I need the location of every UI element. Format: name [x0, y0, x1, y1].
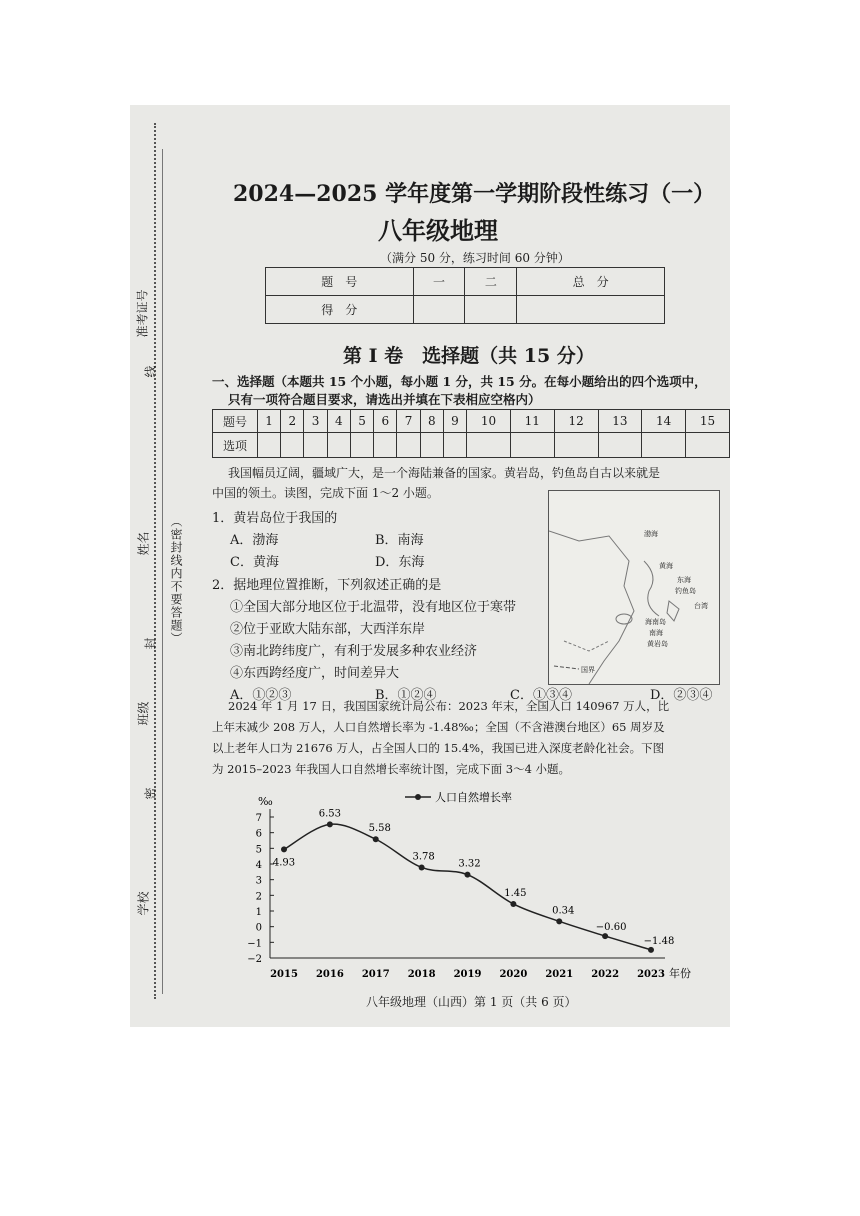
field-class: 班级	[136, 701, 151, 726]
score-cell: 题 号	[266, 268, 414, 296]
data-point	[419, 864, 425, 870]
answer-num: 7	[397, 410, 420, 433]
field-school: 学校	[136, 891, 151, 916]
answer-cell[interactable]	[327, 433, 350, 458]
data-point	[648, 947, 654, 953]
answer-cell[interactable]	[397, 433, 420, 458]
q2-statement-1: ①全国大部分地区位于北温带，没有地区位于寒带	[230, 600, 517, 615]
data-point	[602, 933, 608, 939]
y-tick-label: 2	[255, 891, 262, 903]
x-tick-label: 2018	[407, 969, 436, 980]
answer-cell[interactable]	[374, 433, 397, 458]
answer-label: 题号	[213, 410, 258, 433]
score-cell[interactable]	[465, 296, 517, 324]
passage2-line4: 为 2015–2023 年我国人口自然增长率统计图，完成下面 3～4 小题。	[212, 762, 571, 776]
answer-cell[interactable]	[258, 433, 281, 458]
answer-num: 13	[598, 410, 642, 433]
y-tick-label: 3	[255, 875, 262, 887]
seal-note: （密封线内不要答题）	[169, 515, 183, 645]
answer-cell[interactable]	[443, 433, 466, 458]
answer-table	[212, 409, 730, 458]
answer-num: 5	[350, 410, 373, 433]
map-label-diaoyu: 钓鱼岛	[675, 587, 696, 595]
section-title: 第 I 卷 选择题（共 15 分）	[343, 345, 595, 367]
x-axis-title: 年份	[669, 967, 691, 980]
answer-cell[interactable]	[510, 433, 554, 458]
answer-num: 1	[258, 410, 281, 433]
score-cell: 二	[465, 268, 517, 296]
map-label-huanghai: 黄海	[659, 562, 673, 570]
legend-label: 人口自然增长率	[435, 791, 512, 804]
data-point	[556, 918, 562, 924]
data-label: 3.32	[458, 858, 481, 870]
passage2-line3: 以上老年人口为 21676 万人，占全国人口的 15.4%，我国已进入深度老龄化社会。下图	[212, 741, 665, 755]
x-tick-label: 2020	[499, 969, 528, 980]
q2-statement-4: ④东西跨经度广，时间差异大	[230, 666, 400, 681]
y-tick-label: 4	[255, 860, 262, 871]
q1-option-a[interactable]: A．渤海	[230, 533, 279, 548]
answer-num: 14	[642, 410, 686, 433]
seal-char-feng: 封	[143, 637, 158, 650]
field-exam-id: 准考证号	[135, 289, 150, 338]
passage2-line1: 2024 年 1 月 17 日，我国国家统计局公布：2023 年末，全国人口 140967 万人，比	[228, 699, 670, 713]
answer-num: 10	[467, 410, 511, 433]
y-tick-label: −1	[247, 938, 262, 950]
china-sea-map	[548, 490, 720, 685]
q1-stem: 1．黄岩岛位于我国的	[212, 511, 338, 526]
answer-cell[interactable]	[686, 433, 730, 458]
subject-title: 八年级地理	[378, 216, 498, 245]
seal-char-xian: 线	[143, 365, 158, 378]
answer-cell[interactable]	[642, 433, 686, 458]
answer-cell[interactable]	[420, 433, 443, 458]
answer-num: 15	[686, 410, 730, 433]
data-label: 4.93	[272, 857, 296, 869]
data-label: 6.53	[318, 808, 342, 820]
x-tick-label: 2021	[545, 969, 574, 980]
y-tick-label: 1	[255, 907, 262, 918]
score-cell: 总 分	[517, 268, 665, 296]
map-label-huangyan: 黄岩岛	[647, 640, 668, 648]
map-label-donghai: 东海	[677, 576, 691, 584]
q2-option-d[interactable]: D．②③④	[650, 688, 713, 703]
seal-dotted-line	[154, 123, 156, 999]
answer-num: 11	[510, 410, 554, 433]
data-point	[327, 821, 333, 827]
q1-option-b[interactable]: B．南海	[375, 533, 424, 548]
x-tick-label: 2023	[637, 969, 665, 980]
exam-note: （满分 50 分，练习时间 60 分钟）	[380, 251, 570, 265]
field-name: 姓名	[136, 531, 151, 556]
y-tick-label: 7	[255, 813, 262, 824]
answer-num: 12	[554, 410, 598, 433]
answer-num: 4	[327, 410, 350, 433]
data-point	[510, 901, 516, 907]
answer-num: 9	[443, 410, 466, 433]
answer-cell[interactable]	[467, 433, 511, 458]
answer-cell[interactable]	[554, 433, 598, 458]
x-tick-label: 2015	[270, 969, 298, 980]
answer-cell[interactable]	[350, 433, 373, 458]
passage2-line2: 上年末减少 208 万人，人口自然增长率为 -1.48‰；全国（不含港澳台地区）65 周岁及	[212, 720, 665, 734]
map-label-hainan: 海南岛	[645, 618, 666, 626]
answer-cell[interactable]	[598, 433, 642, 458]
seal-solid-line	[162, 149, 163, 994]
data-point	[373, 836, 379, 842]
section-instruction-1: 一、选择题（本题共 15 个小题，每小题 1 分，共 15 分。在每小题给出的四个选项中，	[212, 374, 707, 389]
data-label: 0.34	[552, 905, 575, 917]
y-axis-unit: ‰	[258, 795, 273, 808]
seal-char-mi: 密	[143, 787, 158, 800]
answer-num: 8	[420, 410, 443, 433]
legend-marker	[415, 794, 421, 800]
map-label-nanhai: 南海	[649, 629, 663, 637]
exam-title: 2024—2025 学年度第一学期阶段性练习（一）	[233, 181, 716, 207]
score-cell: 得 分	[266, 296, 414, 324]
exam-paper	[130, 105, 730, 1027]
map-label-bohai: 渤海	[644, 530, 658, 538]
section-instruction-2: 只有一项符合题目要求，请选出并填在下表相应空格内）	[228, 392, 541, 407]
growth-rate-chart	[225, 787, 695, 997]
x-tick-label: 2017	[361, 969, 390, 980]
x-tick-label: 2022	[591, 969, 620, 980]
data-label: 3.78	[412, 851, 435, 863]
x-tick-label: 2019	[453, 969, 482, 980]
data-label: −1.48	[643, 935, 675, 947]
passage1-line2: 中国的领土。读图，完成下面 1～2 小题。	[212, 486, 439, 500]
score-table	[265, 267, 665, 324]
answer-label: 选项	[213, 433, 258, 458]
score-cell[interactable]	[413, 296, 465, 324]
q2-option-c[interactable]: C．①③④	[510, 688, 572, 703]
page-footer: 八年级地理（山西）第 1 页（共 6 页）	[366, 995, 577, 1009]
q2-statement-3: ③南北跨纬度广，有利于发展多种农业经济	[230, 644, 478, 659]
y-tick-label: −2	[247, 954, 262, 965]
answer-num: 3	[304, 410, 327, 433]
y-tick-label: 0	[255, 922, 262, 934]
q2-option-b[interactable]: B．①②④	[375, 688, 437, 703]
y-tick-label: 6	[255, 828, 262, 840]
answer-num: 2	[281, 410, 304, 433]
data-label: 1.45	[504, 887, 527, 899]
answer-num: 6	[374, 410, 397, 433]
q2-option-a[interactable]: A．①②③	[230, 688, 292, 703]
answer-cell[interactable]	[304, 433, 327, 458]
score-cell: 一	[413, 268, 465, 296]
passage1-line1: 我国幅员辽阔，疆域广大，是一个海陆兼备的国家。黄岩岛，钓鱼岛自古以来就是	[228, 466, 661, 480]
map-label-border: 国界	[581, 666, 595, 674]
data-label: −0.60	[595, 922, 627, 934]
q1-option-c[interactable]: C．黄海	[230, 555, 279, 570]
data-point	[465, 872, 471, 878]
x-tick-label: 2016	[315, 969, 344, 980]
q2-statement-2: ②位于亚欧大陆东部，大西洋东岸	[230, 622, 426, 637]
data-point	[281, 846, 287, 852]
y-tick-label: 5	[255, 844, 262, 856]
q2-stem: 2．据地理位置推断，下列叙述正确的是	[212, 578, 442, 593]
answer-cell[interactable]	[281, 433, 304, 458]
score-cell[interactable]	[517, 296, 665, 324]
q1-option-d[interactable]: D．东海	[375, 555, 425, 570]
map-label-taiwan: 台湾	[694, 602, 708, 610]
data-label: 5.58	[368, 823, 391, 835]
